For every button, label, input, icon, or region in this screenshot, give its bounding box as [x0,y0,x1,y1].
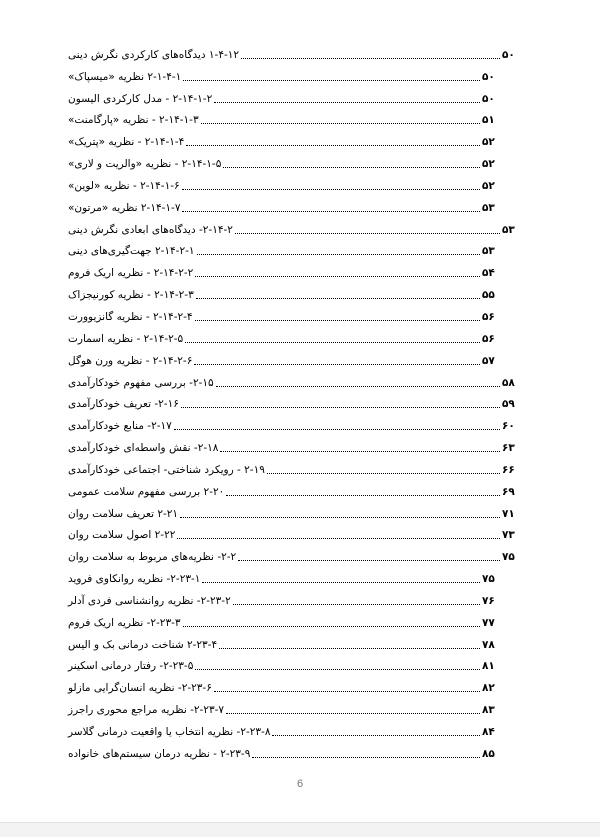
toc-dot-leader [194,363,480,365]
toc-entry-title: ۲-۲۳-۱- نظریه روانکاوی فروید [68,573,201,586]
toc-entry-page: ۵۲ [482,179,495,192]
toc-entry-title: ۲-۲۰ بررسی مفهوم سلامت عمومی [68,485,225,498]
toc-entry-page: ۶۶ [502,463,515,476]
toc-entry-title: ۲-۱۴-۲-۶ - نظریه ورن هوگل [68,354,193,367]
toc-entry-title: ۲-۲۳-۲- نظریه روانشناسی فردی آدلر [68,594,231,607]
toc-entry-page: ۷۵ [482,573,495,586]
toc-entry[interactable] [68,348,516,370]
toc-entry-title: ۲-۲۳-۳- نظریه اریک فروم [68,616,181,629]
toc-dot-leader [216,385,500,387]
toc-entry-title: ۲-۱۴-۲-۲ - نظریه اریک فروم [68,267,194,280]
toc-entry[interactable] [68,588,516,610]
toc-entry-page: ۵۱ [482,114,495,127]
toc-dot-leader [174,428,500,430]
toc-entry-title: ۲-۱۴-۱-۶ - نظریه «لوین» [68,179,180,192]
toc-entry[interactable] [68,501,516,523]
toc-dot-leader [214,101,480,103]
toc-entry[interactable] [68,632,516,654]
toc-dot-leader [180,516,500,518]
toc-dot-leader [226,712,480,714]
toc-entry-page: ۸۴ [482,726,495,738]
toc-entry[interactable] [68,195,516,217]
toc-entry-title: ۲-۲۲ اصول سلامت روان [68,529,176,542]
toc-entry-title: ۲-۲۳-۶- نظریه انسان‌گرایی مازلو [68,682,212,695]
toc-entry-page: ۷۳ [502,529,515,542]
toc-entry-title: ۲-۲۳-۷- نظریه مراجع محوری راجرز [68,704,225,717]
toc-entry-title: ۲-۱-۴-۱ نظریه «میسپاک» [68,70,182,83]
toc-entry-page: ۵۰ [502,48,515,61]
toc-dot-leader [177,537,500,539]
toc-dot-leader [183,625,480,627]
toc-entry[interactable] [68,129,516,151]
toc-entry-page: ۵۰ [482,92,495,105]
toc-dot-leader [201,122,480,124]
toc-entry-page: ۸۱ [482,660,495,673]
toc-dot-leader [241,57,500,59]
toc-entry-title: ۲-۱۶- تعریف خودکارآمدی [68,398,179,411]
toc-entry-page: ۶۰ [502,420,515,433]
toc-entry-page: ۷۵ [502,551,515,564]
toc-entry-title: ۲-۱۷- منابع خودکارآمدی [68,420,172,433]
toc-dot-leader [186,144,480,146]
toc-entry-page: ۵۰ [482,70,495,83]
toc-entry[interactable] [68,304,516,326]
toc-entry[interactable] [68,566,516,588]
toc-entry-page: ۵۵ [482,289,495,302]
toc-dot-leader [196,297,480,299]
toc-entry[interactable] [68,544,516,566]
table-of-contents [68,42,516,763]
toc-entry-title: ۲-۲۳-۸- نظریه انتخاب یا واقعیت درمانی گلاسر [68,726,271,738]
toc-dot-leader [226,494,500,496]
toc-entry-page: ۵۲ [482,136,495,149]
toc-dot-leader [182,188,480,190]
toc-entry[interactable] [68,370,516,392]
toc-entry-page: ۷۷ [482,616,495,629]
toc-entry[interactable] [68,675,516,697]
page-bottom-edge [0,822,600,837]
toc-entry-page: ۵۸ [502,376,515,389]
toc-entry-page: ۵۶ [482,332,495,345]
toc-entry[interactable] [68,282,516,304]
toc-dot-leader [197,253,480,255]
toc-dot-leader [195,668,480,670]
toc-entry-page: ۸۳ [482,704,495,717]
toc-entry[interactable] [68,217,516,239]
toc-entry-title: ۲-۱۴-۱-۷ نظریه «مرتون» [68,201,181,214]
toc-entry-page: ۵۳ [482,245,495,258]
toc-entry[interactable] [68,435,516,457]
toc-dot-leader [181,406,500,408]
toc-entry-title: ۲-۱۴-۲-۵ - نظریه اسمارت [68,332,184,345]
toc-entry-page: ۵۹ [502,398,515,411]
toc-dot-leader [202,581,480,583]
toc-entry-page: ۶۳ [502,442,515,455]
toc-entry[interactable] [68,654,516,676]
toc-entry-page: ۶۹ [502,485,515,498]
toc-entry-title: ۲-۱۴-۱-۵ - نظریه «والریت و لاری» [68,158,222,171]
toc-dot-leader [183,79,480,81]
toc-entry[interactable] [68,523,516,545]
toc-dot-leader [272,734,480,736]
toc-entry[interactable] [68,457,516,479]
toc-entry[interactable] [68,413,516,435]
toc-dot-leader [195,275,480,277]
toc-entry-title: ۲-۲۳-۹ - نظریه درمان سیستم‌های خانواده [68,747,251,760]
toc-entry-title: ۲-۱۴-۱-۲ - مدل کارکردی الیسون [68,92,213,105]
page-number: 6 [296,778,304,790]
toc-entry-title: ۲-۱۴-۱-۴ - نظریه «پتریک» [68,136,185,149]
toc-dot-leader [214,690,480,692]
toc-entry[interactable] [68,719,516,741]
toc-entry-title: ۲-۱۴-۲- دیدگاه‌های ابعادی نگرش دینی [68,223,233,236]
toc-entry-page: ۷۶ [482,594,495,607]
toc-entry-page: ۵۷ [482,354,495,367]
toc-entry[interactable] [68,64,516,86]
toc-entry-page: ۵۲ [482,158,495,171]
toc-entry-page: ۵۶ [482,310,495,323]
toc-dot-leader [238,559,500,561]
toc-entry-page: ۵۳ [502,223,515,236]
toc-entry[interactable] [68,741,516,763]
toc-entry[interactable] [68,108,516,130]
toc-entry-page: ۷۸ [482,638,495,651]
toc-entry[interactable] [68,86,516,108]
toc-entry-title: ۲-۲- نظریه‌های مربوط به سلامت روان [68,551,237,564]
toc-entry-title: ۲-۱۴-۲-۴ - نظریه گانزیوورت [68,310,193,323]
toc-entry[interactable] [68,239,516,261]
toc-dot-leader [235,232,500,234]
toc-entry-title: ۲-۱۴-۱-۳ - نظریه «پارگامنت» [68,114,199,127]
toc-dot-leader [223,166,480,168]
toc-entry-page: ۵۳ [482,201,495,214]
toc-entry[interactable] [68,42,516,64]
toc-entry[interactable] [68,610,516,632]
toc-entry-page: ۵۴ [482,267,495,280]
toc-entry-title: ۲-۲۳-۴ شناخت درمانی بک و الیس [68,638,218,651]
toc-dot-leader [267,472,500,474]
toc-dot-leader [185,341,480,343]
toc-entry[interactable] [68,326,516,348]
toc-entry-title: ۱-۴-۱۲ دیدگاه‌های کارکردی نگرش دینی [68,48,240,61]
toc-dot-leader [195,319,480,321]
toc-entry[interactable] [68,151,516,173]
toc-entry-title: ۲-۲۱ تعریف سلامت روان [68,507,179,520]
toc-entry-title: ۲-۱۹ - رویکرد شناختی- اجتماعی خودکارآمدی [68,463,265,476]
toc-entry[interactable] [68,479,516,501]
toc-entry-title: ۲-۱۴-۲-۳ - نظریه کورنیجزاک [68,289,194,302]
toc-dot-leader [220,450,500,452]
toc-entry-page: ۷۱ [502,507,515,520]
toc-entry-title: ۲-۱۸- نقش واسطه‌ای خودکارآمدی [68,442,219,455]
toc-entry-title: ۲-۲۳-۵- رفتار درمانی اسکینر [68,660,194,673]
toc-dot-leader [219,647,480,649]
toc-entry[interactable] [68,697,516,719]
toc-dot-leader [252,756,480,758]
toc-entry[interactable] [68,392,516,414]
toc-entry[interactable] [68,260,516,282]
toc-entry-page: ۸۲ [482,682,495,695]
toc-entry-page: ۸۵ [482,747,495,760]
toc-entry-title: ۲-۱۴-۲-۱ جهت‌گیری‌های دینی [68,245,195,258]
toc-dot-leader [182,210,480,212]
toc-dot-leader [233,603,480,605]
toc-entry-title: ۲-۱۵- بررسی مفهوم خودکارآمدی [68,376,214,389]
toc-entry[interactable] [68,173,516,195]
